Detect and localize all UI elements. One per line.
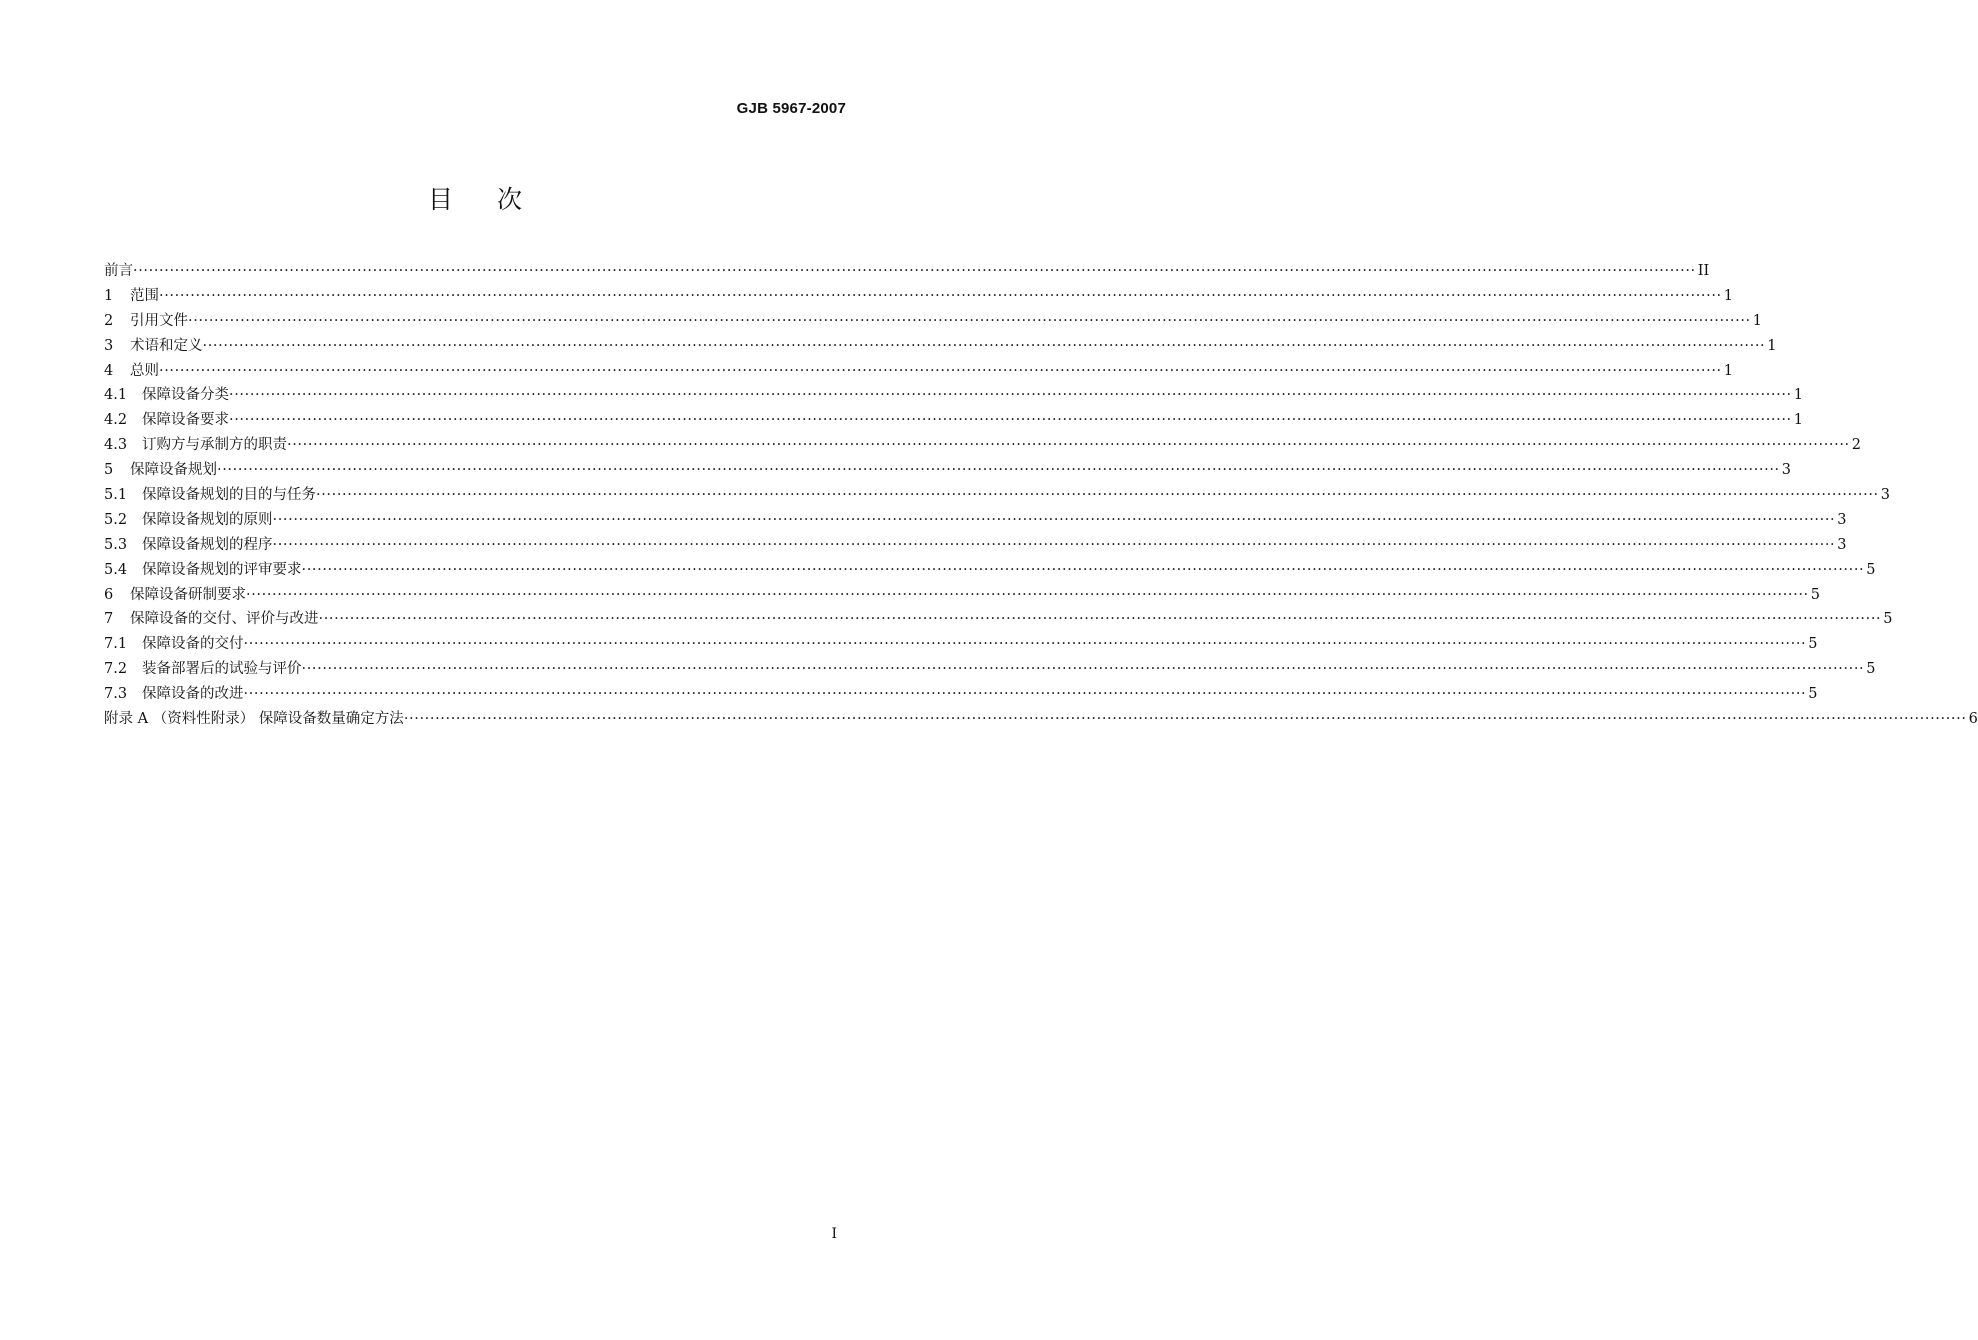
- toc-entry-number: 7.3: [104, 686, 128, 703]
- toc-dot-leader: ············································································································································································································································································································: [229, 412, 1792, 429]
- toc-entry-number: 4.1: [104, 387, 128, 404]
- toc-entry[interactable]: [104, 533, 1847, 558]
- toc-dot-leader: ············································································································································································································································································································: [246, 586, 1809, 603]
- toc-dot-leader: ············································································································································································································································································································: [202, 337, 1766, 354]
- toc-dot-leader: ············································································································································································································································································································: [159, 287, 1722, 304]
- toc-entry[interactable]: [104, 508, 1847, 533]
- toc-dot-leader: ············································································································································································································································································································: [159, 362, 1722, 379]
- toc-entry[interactable]: [104, 707, 1978, 732]
- toc-entry-page: 3: [1837, 536, 1847, 553]
- toc-entry-title: 保障设备规划的程序: [142, 536, 273, 553]
- toc-entry-number: 4: [104, 362, 114, 379]
- toc-entry-title: 附录 A （资料性附录） 保障设备数量确定方法: [104, 711, 404, 728]
- toc-entry-number: 2: [104, 312, 114, 329]
- toc-entry-page: 1: [1793, 387, 1803, 404]
- toc-entry-page: 2: [1851, 437, 1861, 454]
- toc-entry-title: 保障设备研制要求: [130, 586, 246, 603]
- toc-entry-page: 1: [1767, 337, 1777, 354]
- toc-entry-page: 5: [1808, 636, 1818, 653]
- toc-entry-number: 1: [104, 287, 114, 304]
- toc-entry-title: 引用文件: [130, 312, 188, 329]
- toc-entry-page: II: [1697, 263, 1710, 279]
- toc-entry-page: 5: [1883, 611, 1893, 628]
- toc-entry-title: 装备部署后的试验与评价: [142, 661, 302, 678]
- toc-entry-page: 1: [1793, 412, 1803, 429]
- toc-entry-title: 范围: [130, 287, 159, 304]
- toc-entry-title: 保障设备的改进: [142, 686, 244, 703]
- standard-code: GJB 5967-2007: [736, 100, 846, 117]
- toc-dot-leader: ············································································································································································································································································································: [301, 561, 1865, 578]
- toc-entry-title: 保障设备的交付、评价与改进: [130, 611, 319, 628]
- toc-entry[interactable]: [104, 558, 1876, 583]
- toc-entry-page: 1: [1723, 287, 1733, 304]
- toc-title: 目次: [427, 185, 566, 214]
- toc-entry-number: 5.4: [104, 561, 128, 578]
- toc-entry-title: 保障设备规划的原则: [142, 511, 273, 528]
- toc-entry[interactable]: [104, 607, 1893, 632]
- toc-entry[interactable]: [104, 483, 1890, 508]
- toc-entry[interactable]: [104, 359, 1733, 384]
- toc-dot-leader: ············································································································································································································································································································: [272, 511, 1836, 528]
- toc-entry[interactable]: [104, 433, 1861, 458]
- toc-entry-number: 6: [104, 586, 114, 603]
- toc-entry-title: 术语和定义: [130, 337, 203, 354]
- toc-entry-number: 4.3: [104, 437, 128, 454]
- toc-entry[interactable]: [104, 334, 1777, 359]
- toc-entry[interactable]: [104, 383, 1803, 408]
- toc-dot-leader: ············································································································································································································································································································: [316, 487, 1879, 504]
- toc-entry-number: 7.2: [104, 661, 128, 678]
- toc-entry-page: 5: [1866, 661, 1876, 678]
- toc-dot-leader: ············································································································································································································································································································: [287, 437, 1850, 454]
- toc-entry[interactable]: [104, 284, 1733, 309]
- toc-dot-leader: ············································································································································································································································································································: [188, 312, 1751, 329]
- toc-dot-leader: ············································································································································································································································································································: [301, 661, 1865, 678]
- toc-entry-title: 保障设备规划: [130, 462, 217, 479]
- toc-entry-page: 6: [1968, 711, 1978, 728]
- toc-entry-number: 5.2: [104, 511, 128, 528]
- toc-entry[interactable]: [104, 682, 1818, 707]
- toc-entry-page: 1: [1752, 312, 1762, 329]
- toc-dot-leader: ············································································································································································································································································································: [272, 536, 1836, 553]
- toc-dot-leader: ············································································································································································································································································································: [217, 462, 1780, 479]
- toc-entry[interactable]: [104, 632, 1818, 657]
- toc-entry[interactable]: [104, 408, 1803, 433]
- toc-entry[interactable]: [104, 657, 1876, 682]
- toc-entry-title: 保障设备的交付: [142, 636, 244, 653]
- toc-entry-page: 3: [1837, 511, 1847, 528]
- toc-entry-number: 3: [104, 337, 114, 354]
- toc-entry-number: 5.3: [104, 536, 128, 553]
- toc-entry-title: 保障设备规划的评审要求: [142, 561, 302, 578]
- toc-dot-leader: ············································································································································································································································································································: [318, 611, 1882, 628]
- toc-entry-page: 1: [1723, 362, 1733, 379]
- toc-dot-leader: ············································································································································································································································································································: [133, 263, 1696, 279]
- table-of-contents: [104, 259, 1978, 732]
- toc-dot-leader: ············································································································································································································································································································: [229, 387, 1792, 404]
- toc-entry-number: 7: [104, 611, 114, 628]
- toc-entry-title: 前言: [104, 263, 133, 279]
- toc-dot-leader: ············································································································································································································································································································: [403, 711, 1967, 728]
- toc-entry-title: 保障设备分类: [142, 387, 229, 404]
- page-number: I: [831, 1226, 837, 1242]
- toc-entry-page: 3: [1880, 487, 1890, 504]
- toc-entry-title: 保障设备规划的目的与任务: [142, 487, 316, 504]
- toc-entry-number: 4.2: [104, 412, 128, 429]
- toc-entry-number: 7.1: [104, 636, 128, 653]
- toc-entry-title: 保障设备要求: [142, 412, 229, 429]
- toc-entry[interactable]: [104, 458, 1791, 483]
- toc-entry-number: 5: [104, 462, 114, 479]
- toc-dot-leader: ············································································································································································································································································································: [243, 686, 1807, 703]
- toc-entry-page: 5: [1810, 586, 1820, 603]
- toc-entry-number: 5.1: [104, 487, 128, 504]
- toc-dot-leader: ············································································································································································································································································································: [243, 636, 1807, 653]
- toc-entry-page: 3: [1781, 462, 1791, 479]
- toc-entry[interactable]: [104, 309, 1762, 334]
- toc-entry-page: 5: [1866, 561, 1876, 578]
- toc-entry-page: 5: [1808, 686, 1818, 703]
- toc-entry[interactable]: [104, 583, 1820, 608]
- toc-entry-title: 总则: [130, 362, 159, 379]
- toc-entry[interactable]: [104, 259, 1710, 284]
- toc-entry-title: 订购方与承制方的职责: [142, 437, 287, 454]
